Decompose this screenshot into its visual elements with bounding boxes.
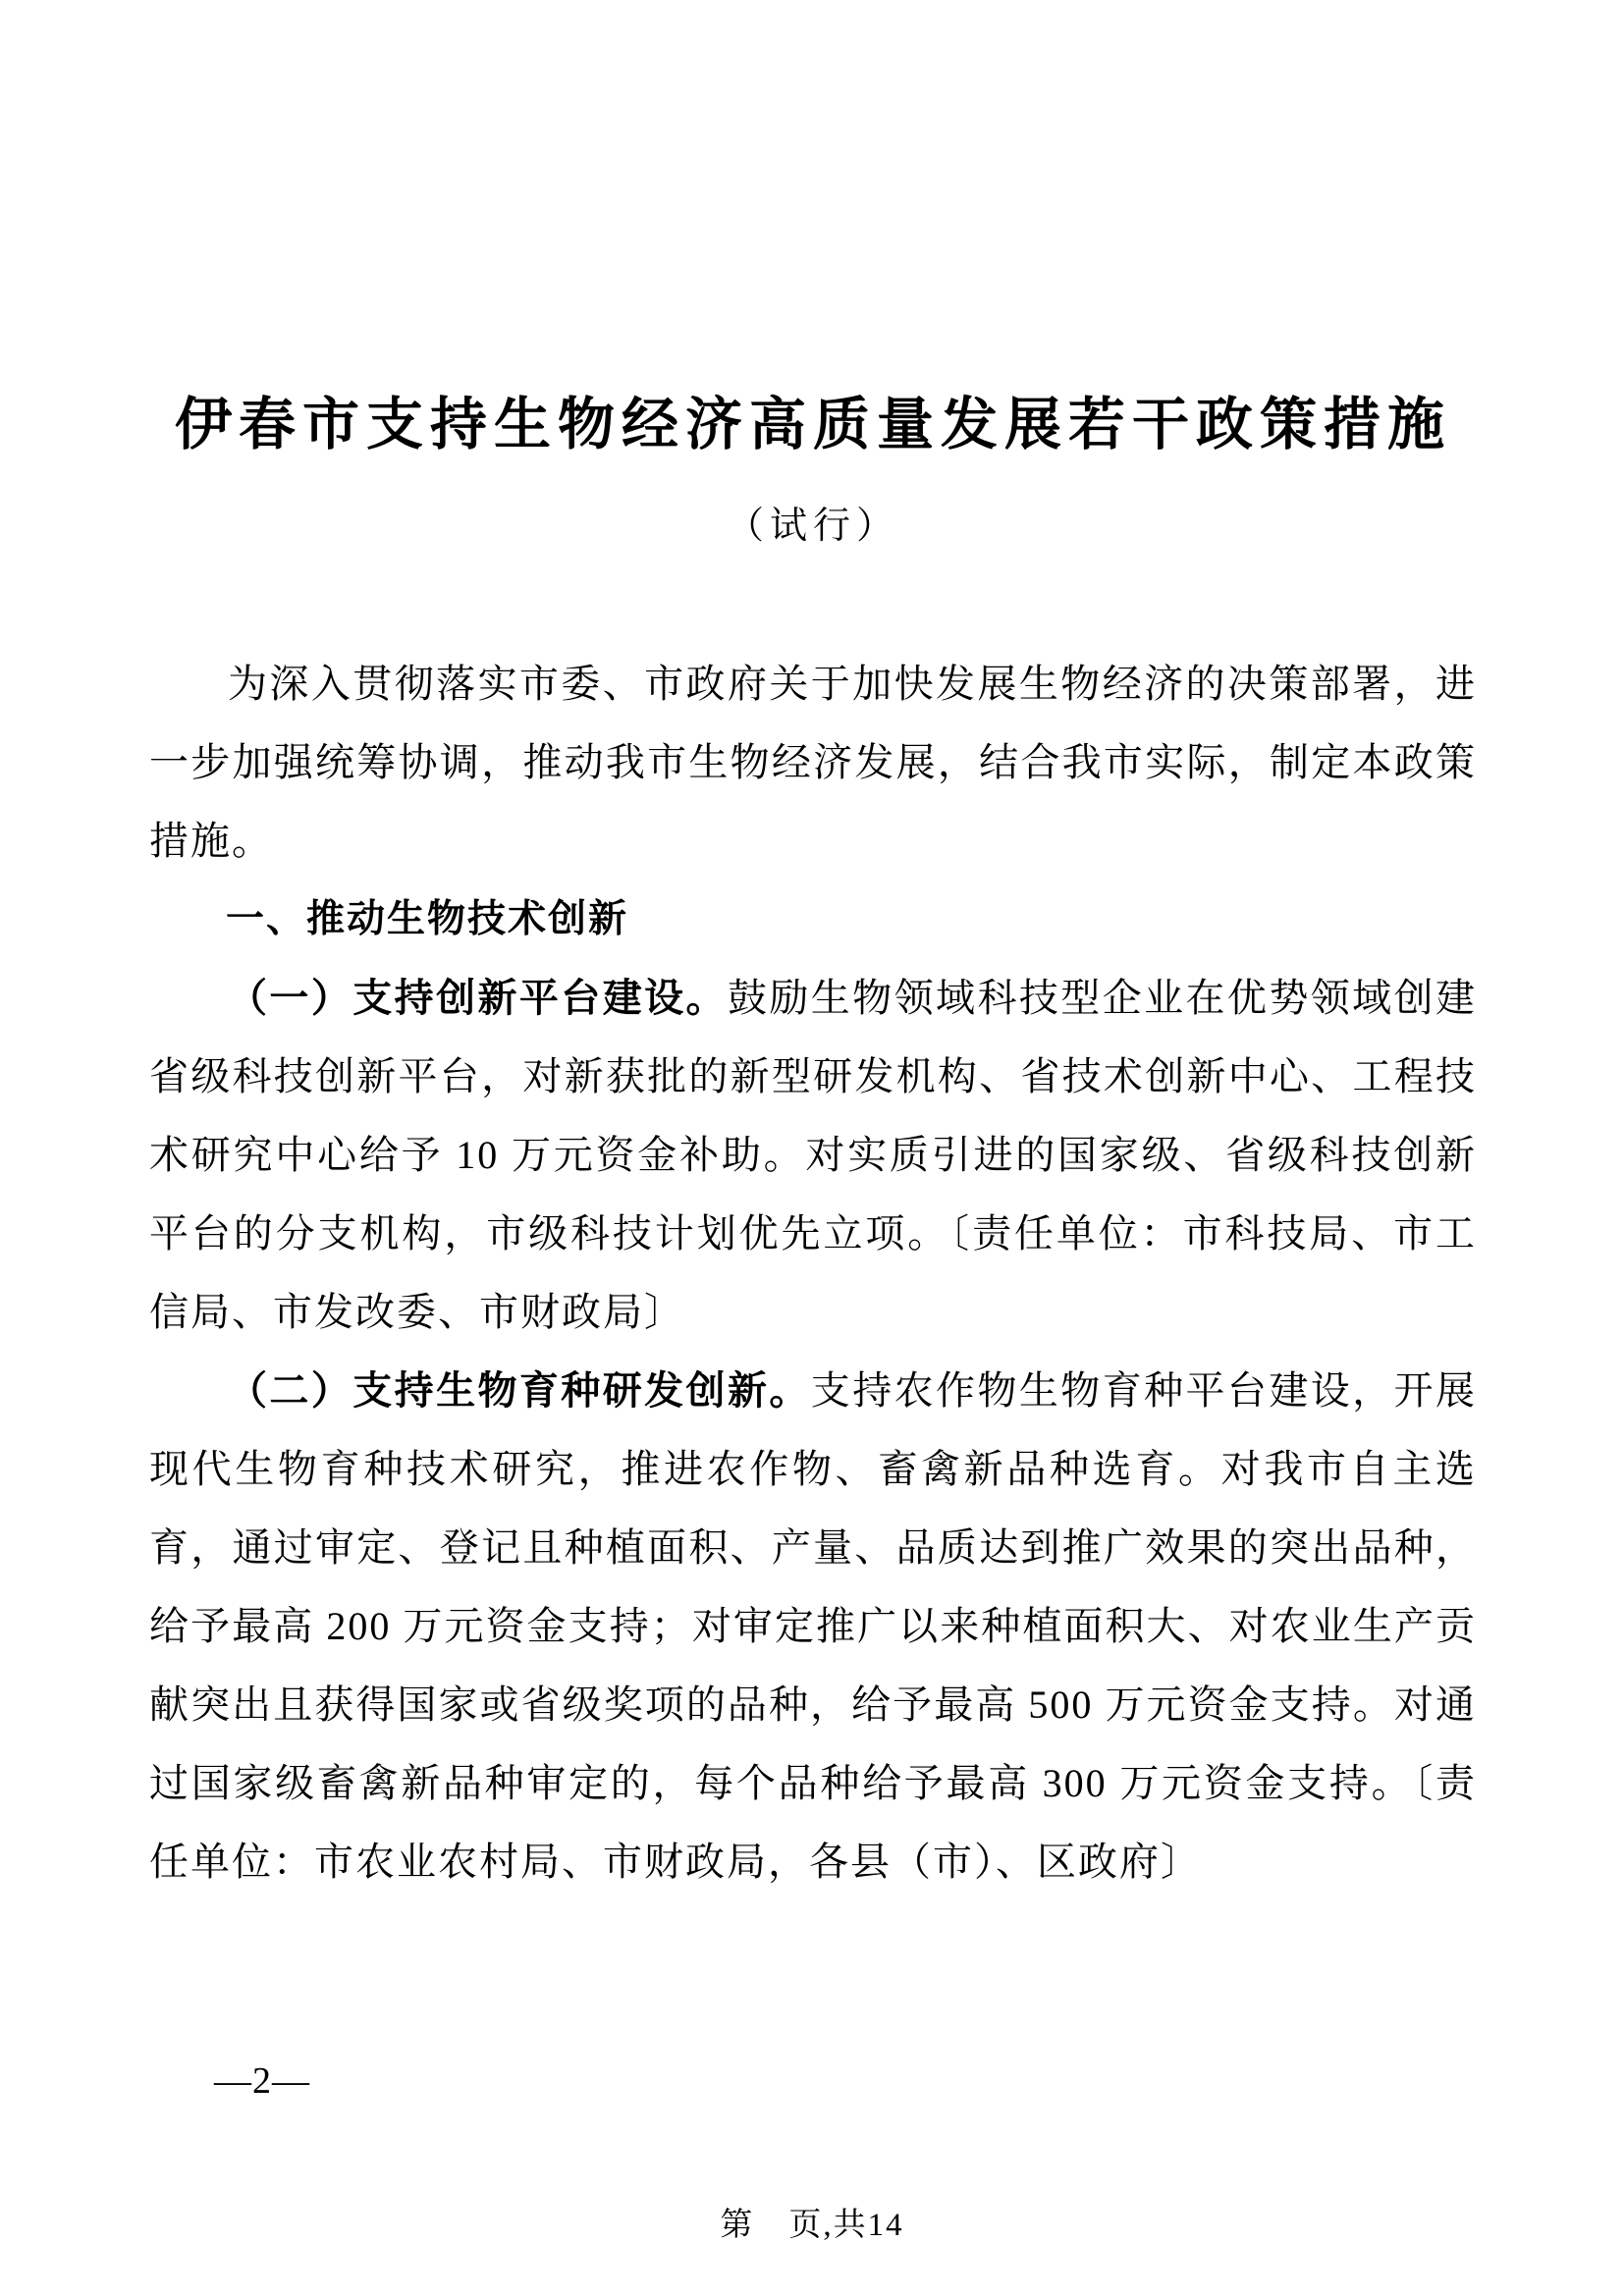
section-heading: 一、推动生物技术创新 — [226, 897, 629, 940]
document-title: 伊春市支持生物经济高质量发展若干政策措施 — [174, 393, 1451, 456]
policy-item-1 — [149, 959, 1477, 1352]
policy-item-2-text: 支持农作物生物育种平台建设，开展现代生物育种技术研究，推进农作物、畜禽新品种选育。对我市自主选育，通过审定、登记且种植面积、产量、品质达到推广效果的突出品种，给予最高 200 万元资金支持；对审定推广以来种植面积大、对农业生产贡献突出且获得国家或省级奖项的品种，给予最高 500 万元资金支持。对通过国家级畜禽新品种审定的，每个品种给予最高 300 万元资金支持。〔责任单位：市农业农村局、市财政局，各县（市）、区政府〕 — [149, 1367, 1478, 1884]
policy-item-2-lead: （二）支持生物育种研发创新。 — [228, 1367, 811, 1413]
document-body — [149, 645, 1477, 1901]
page-footer: 第 页,共14 — [720, 2208, 904, 2243]
intro-paragraph: 为深入贯彻落实市委、市政府关于加快发展生物经济的决策部署，进一步加强统筹协调，推动我市生物经济发展，结合我市实际，制定本政策措施。 — [149, 661, 1477, 863]
policy-item-1-text: 鼓励生物领域科技型企业在优势领域创建省级科技创新平台，对新获批的新型研发机构、省技术创新中心、工程技术研究中心给予 10 万元资金补助。对实质引进的国家级、省级科技创新平台的分支机构，市级科技计划优先立项。〔责任单位：市科技局、市工信局、市发改委、市财政局〕 — [149, 975, 1478, 1334]
document-subtitle: （试行） — [726, 505, 899, 547]
policy-item-2 — [149, 1352, 1477, 1901]
page-number: —2— — [214, 2060, 310, 2102]
policy-item-1-lead: （一）支持创新平台建设。 — [228, 975, 728, 1020]
document-content — [149, 391, 1477, 1901]
